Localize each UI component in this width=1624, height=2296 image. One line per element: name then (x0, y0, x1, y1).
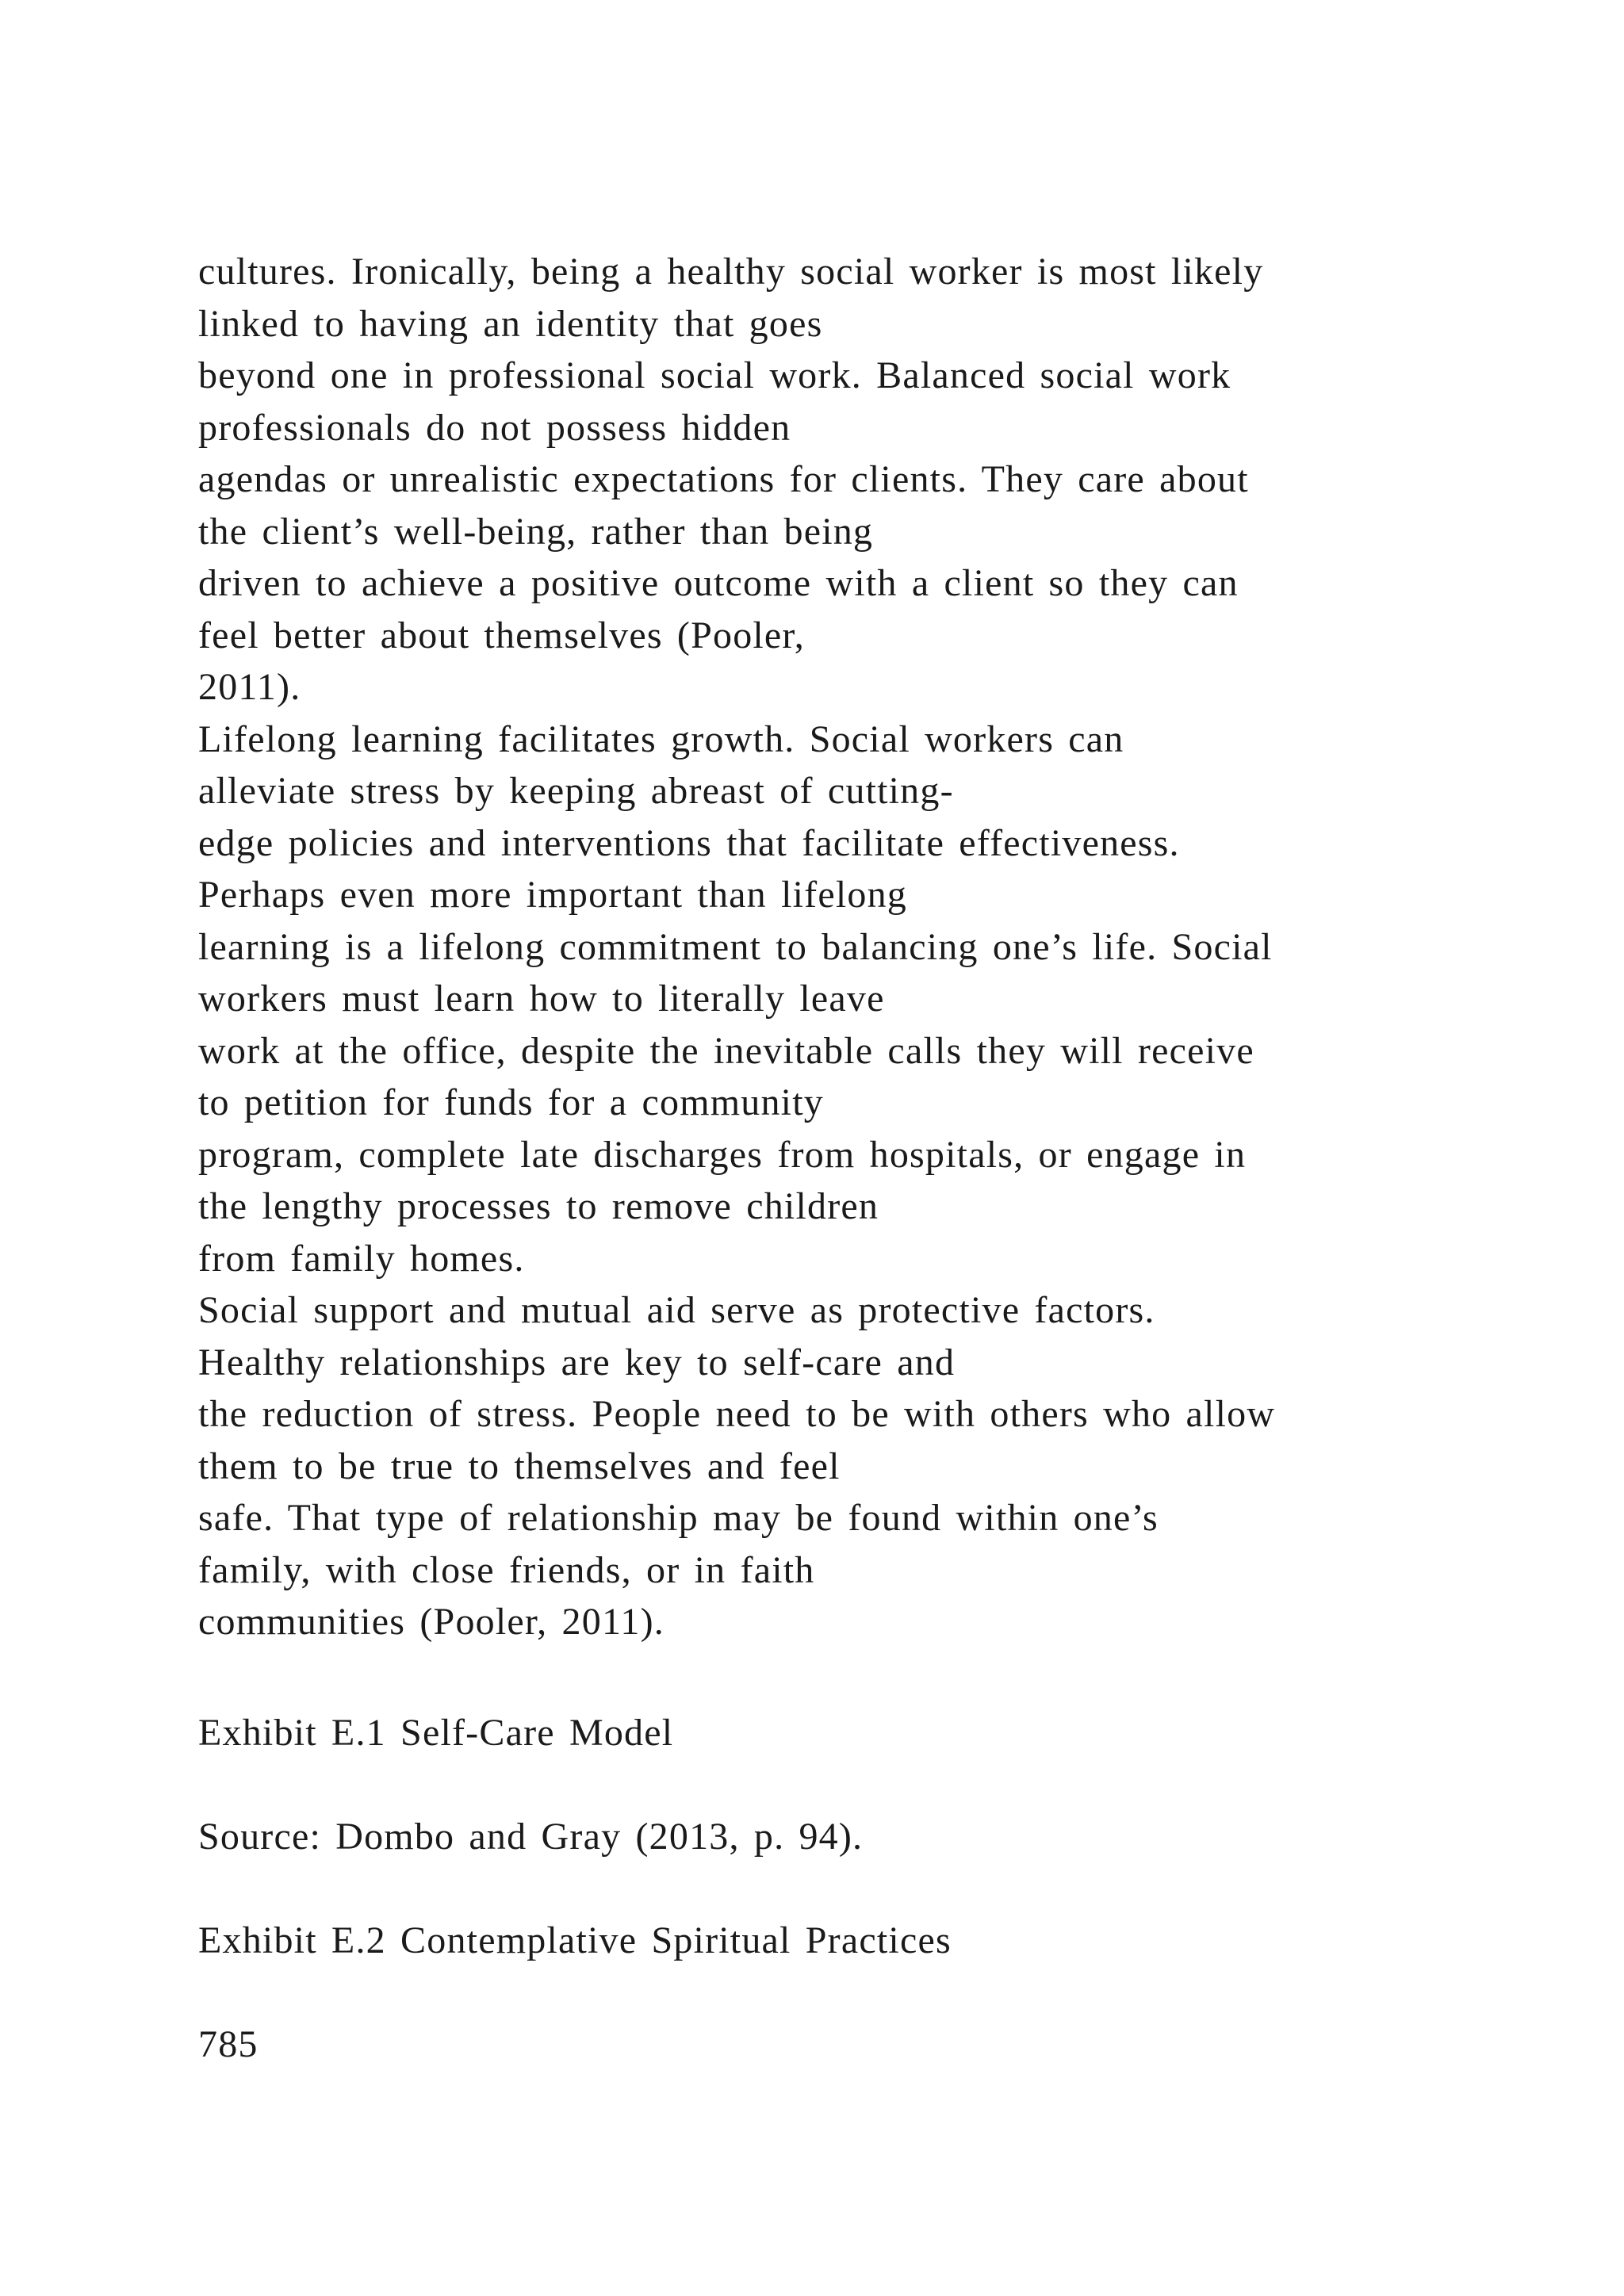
text-line: feel better about themselves (Pooler, (198, 614, 805, 656)
text-line: communities (Pooler, 2011). (198, 1601, 665, 1643)
text-line: linked to having an identity that goes (198, 302, 823, 345)
text-line: beyond one in professional social work. Balanced social work (198, 354, 1231, 396)
text-line: the reduction of stress. People need to be with others who allow (198, 1393, 1276, 1435)
exhibit-e1-caption: Exhibit E.1 Self-Care Model (198, 1712, 674, 1754)
text-line: edge policies and interventions that facilitate effectiveness. (198, 821, 1180, 864)
text-line: workers must learn how to literally leave (198, 978, 885, 1020)
text-line: professionals do not possess hidden (198, 406, 791, 449)
text-line: Lifelong learning facilitates growth. Social workers can (198, 718, 1124, 760)
text-line: the client’s well-being, rather than being (198, 510, 874, 553)
text-line: agendas or unrealistic expectations for clients. They care about (198, 458, 1249, 500)
text-line: Social support and mutual aid serve as protective factors. (198, 1289, 1155, 1331)
text-line: them to be true to themselves and feel (198, 1445, 841, 1487)
text-line: Perhaps even more important than lifelong (198, 874, 907, 916)
text-line: alleviate stress by keeping abreast of cutting- (198, 770, 954, 812)
text-line: work at the office, despite the inevitable calls they will receive (198, 1029, 1254, 1072)
text-line: the lengthy processes to remove children (198, 1185, 879, 1227)
text-line: safe. That type of relationship may be found within one’s (198, 1497, 1159, 1539)
source-citation: Source: Dombo and Gray (2013, p. 94). (198, 1816, 864, 1858)
body-text (198, 246, 1515, 1648)
text-line: program, complete late discharges from hospitals, or engage in (198, 1133, 1247, 1176)
page-number: 785 (198, 2023, 259, 2065)
text-line: driven to achieve a positive outcome with a client so they can (198, 562, 1239, 604)
text-line: cultures. Ironically, being a healthy social worker is most likely (198, 251, 1264, 293)
exhibit-e2-caption: Exhibit E.2 Contemplative Spiritual Practices (198, 1919, 952, 1961)
text-line: to petition for funds for a community (198, 1081, 824, 1123)
text-line: 2011). (198, 666, 301, 708)
text-line: learning is a lifelong commitment to balancing one’s life. Social (198, 925, 1273, 968)
text-line: Healthy relationships are key to self-care and (198, 1341, 956, 1383)
text-line: from family homes. (198, 1237, 525, 1280)
text-line: family, with close friends, or in faith (198, 1548, 815, 1591)
